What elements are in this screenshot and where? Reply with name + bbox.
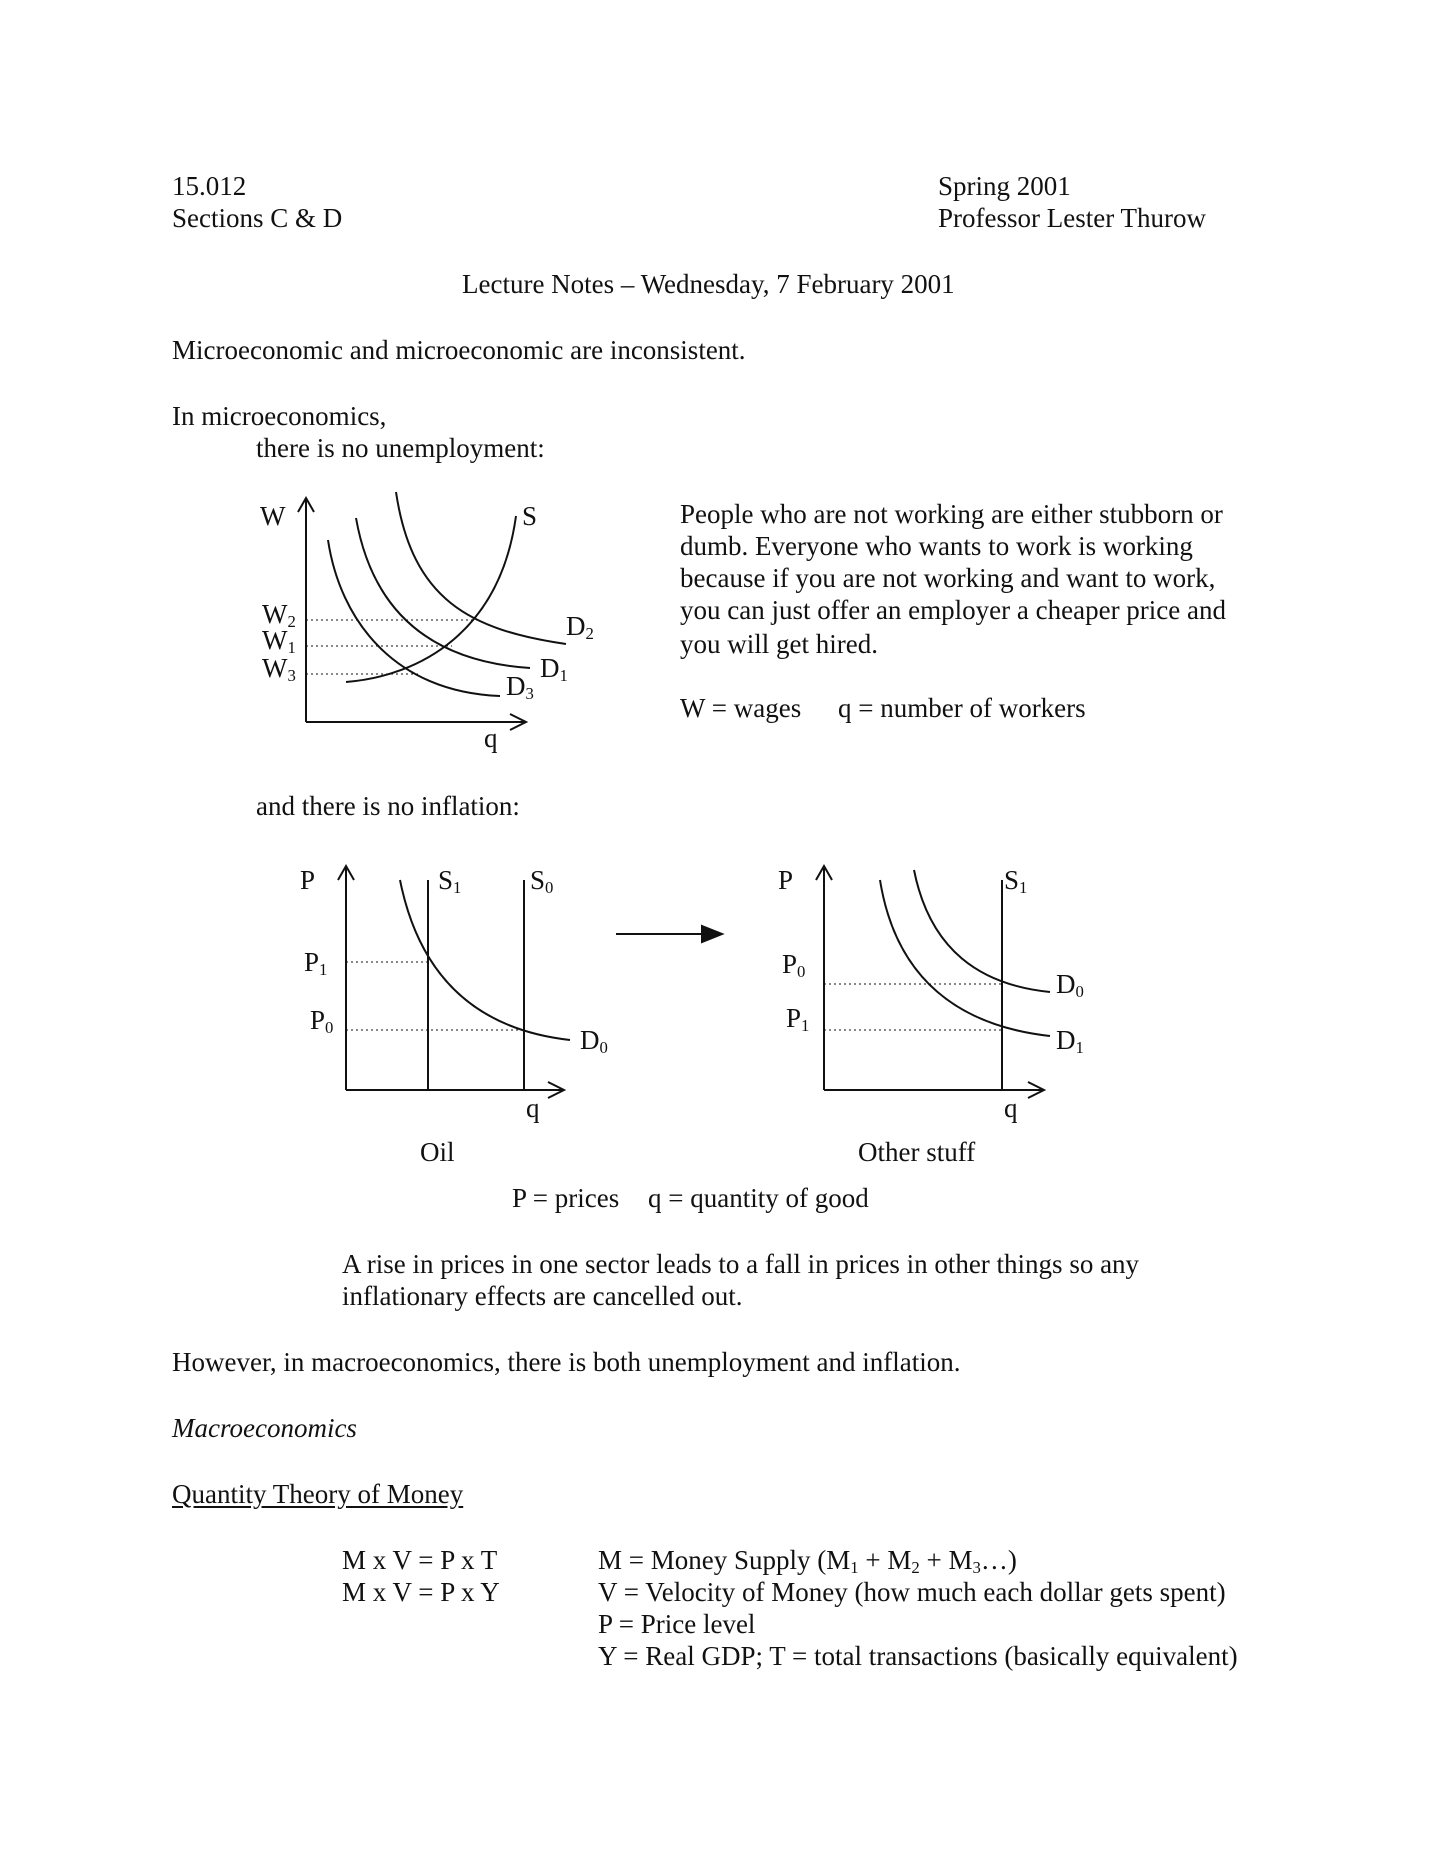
rise-text-line-1: A rise in prices in one sector leads to a fall in prices in other things so any bbox=[342, 1249, 1140, 1279]
labor-legend-wages: W = wages bbox=[680, 693, 802, 723]
price-legend-prices: P = prices bbox=[512, 1183, 620, 1213]
other-supply-label-s1: $S_1$ bbox=[1004, 865, 1028, 898]
definition-velocity: V = Velocity of Money (how much each dollar gets spent) bbox=[598, 1577, 1226, 1607]
rise-text-line-2: inflationary effects are cancelled out. bbox=[342, 1281, 743, 1311]
equation-transactions: M x V = P x T bbox=[342, 1545, 498, 1575]
definition-money-supply: M = Money Supply ($M_1 + M_2$ + $M_3\dots$) bbox=[598, 1545, 1017, 1578]
oil-demand-curve bbox=[400, 880, 570, 1040]
other-demand-label-d0: $D_0$ bbox=[1056, 969, 1084, 1002]
other-demand-curve-d1 bbox=[880, 880, 1050, 1036]
oil-price-p1: $P_1$ bbox=[304, 947, 328, 980]
other-price-p0: $P_0$ bbox=[782, 949, 806, 982]
other-y-axis-label: P bbox=[778, 865, 794, 895]
labor-legend-workers: q = number of workers bbox=[838, 693, 1086, 723]
definition-real-gdp: Y = Real GDP; T = total transactions (basically equivalent) bbox=[598, 1641, 1238, 1671]
oil-price-p0: $P_0$ bbox=[310, 1005, 334, 1038]
other-x-axis-label: q bbox=[1004, 1093, 1018, 1123]
other-demand-label-d1: $D_1$ bbox=[1056, 1025, 1084, 1058]
labor-demand-curve-d2 bbox=[396, 492, 566, 644]
oil-supply-label-s1: $S_1$ bbox=[438, 865, 462, 898]
labor-text-line-1: People who are not working are either stubborn or bbox=[680, 499, 1223, 529]
labor-supply-curve bbox=[346, 516, 516, 682]
intro-sentence: Microeconomic and microeconomic are inconsistent. bbox=[172, 335, 746, 365]
definition-price-level: P = Price level bbox=[598, 1609, 756, 1639]
labor-text-line-2: dumb. Everyone who wants to work is working bbox=[680, 531, 1193, 561]
labor-x-axis-label: q bbox=[484, 723, 498, 753]
transition-arrow-head bbox=[702, 926, 722, 942]
other-caption: Other stuff bbox=[858, 1137, 976, 1167]
other-demand-curve-d0 bbox=[914, 870, 1050, 992]
micro-heading: In microeconomics, bbox=[172, 401, 387, 431]
wage-level-w3: $W_3$ bbox=[262, 653, 296, 686]
wage-level-w2: $W_2$ bbox=[262, 599, 296, 632]
price-legend-quantity: q = quantity of good bbox=[648, 1183, 869, 1213]
no-unemployment-line: there is no unemployment: bbox=[256, 433, 545, 463]
qtm-heading: Quantity Theory of Money bbox=[172, 1479, 464, 1509]
course-professor: Professor Lester Thurow bbox=[938, 203, 1206, 233]
other-axes bbox=[816, 866, 1044, 1098]
macro-heading: Macroeconomics bbox=[172, 1413, 357, 1443]
demand-label-d3: $D_3$ bbox=[506, 671, 534, 704]
equation-gdp: M x V = P x Y bbox=[342, 1577, 500, 1607]
page-title: Lecture Notes – Wednesday, 7 February 2001 bbox=[462, 269, 955, 299]
course-term: Spring 2001 bbox=[938, 171, 1071, 201]
other-price-p1: $P_1$ bbox=[786, 1003, 810, 1036]
wage-level-w1: $W_1$ bbox=[262, 625, 296, 658]
labor-text-line-5: you will get hired. bbox=[680, 629, 878, 659]
demand-label-d2: $D_2$ bbox=[566, 611, 594, 644]
however-sentence: However, in macroeconomics, there is both unemployment and inflation. bbox=[172, 1347, 961, 1377]
labor-text-line-4: you can just offer an employer a cheaper price and bbox=[680, 595, 1226, 625]
oil-demand-label: $D_0$ bbox=[580, 1025, 608, 1058]
other-price-guides bbox=[824, 984, 1002, 1030]
labor-y-axis-label: W bbox=[260, 501, 286, 531]
oil-axes bbox=[338, 866, 564, 1098]
labor-supply-label: S bbox=[522, 501, 538, 531]
oil-caption: Oil bbox=[420, 1137, 455, 1167]
labor-wage-guides bbox=[306, 620, 478, 674]
oil-y-axis-label: P bbox=[300, 865, 316, 895]
demand-label-d1: $D_1$ bbox=[540, 653, 568, 686]
labor-text-line-3: because if you are not working and want to work, bbox=[680, 563, 1216, 593]
oil-x-axis-label: q bbox=[526, 1093, 540, 1123]
oil-supply-label-s0: $S_0$ bbox=[530, 865, 554, 898]
course-sections: Sections C & D bbox=[172, 203, 343, 233]
no-inflation-line: and there is no inflation: bbox=[256, 791, 520, 821]
course-number: 15.012 bbox=[172, 171, 247, 201]
